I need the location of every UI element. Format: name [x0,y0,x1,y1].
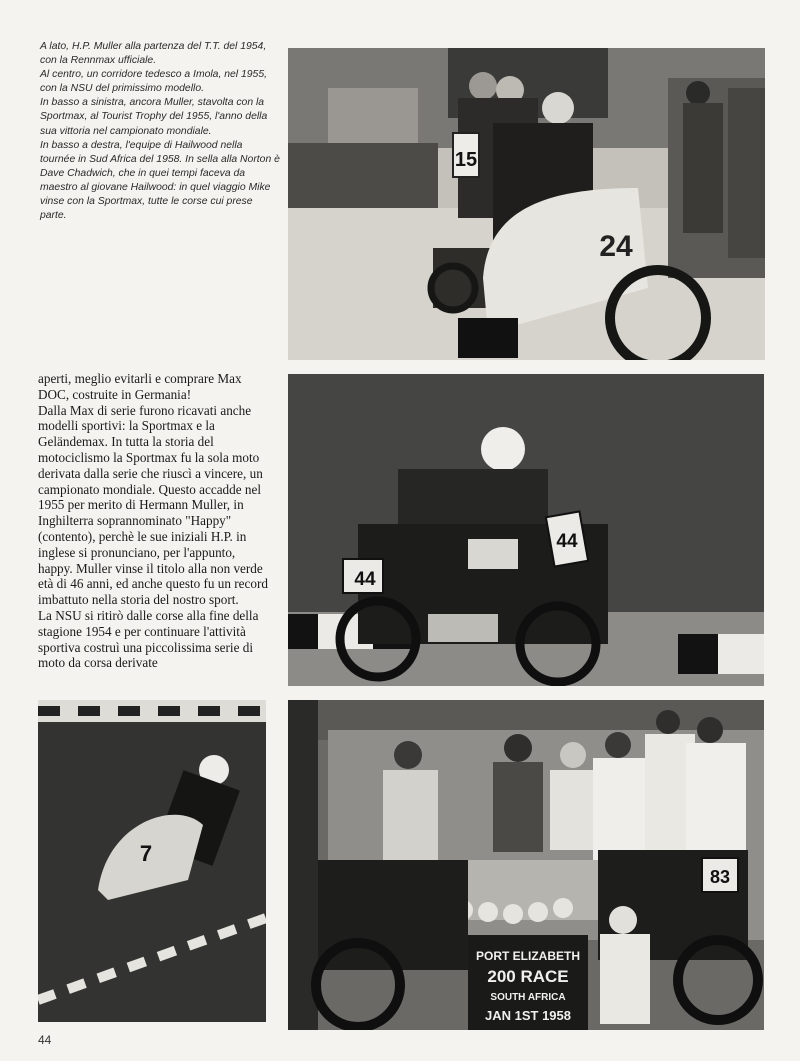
photo-imola-1955 [288,374,764,686]
article-paragraph: Dalla Max di serie furono ricavati anche modelli sportivi: la Sportmax e la Geländemax. In tutta la storia del motociclismo la Sportmax fu la sola moto derivata dalla serie che riuscì a vincere, un campionato mondiale. Questo accadde nel 1955 per merito di Hermann Muller, in Inghilterra soprannominato "Happy" (contento), perchè le sue iniziali H.P. in inglese si pronunciano, per l'appunto, happy. Muller vinse il titolo alla non verde età di 46 anni, ed anche questo fu un record imbattuto nella storia del nostro sport. [38,402,268,608]
race-number-44-side: 44 [354,569,376,590]
article-paragraph: La NSU si ritirò dalle corse alla fine della stagione 1954 e per continuare l'attività sportiva costruì una piccolissima serie di moto da corsa derivate [38,607,259,671]
race-number-44-front: 44 [556,531,578,552]
race-number-15: 15 [454,149,478,171]
photo-muller-sportmax-tt-1955 [38,700,266,1022]
sign-line-2: 200 RACE [487,967,569,986]
sign-line-4: JAN 1ST 1958 [485,1008,571,1023]
race-number-24: 24 [599,230,633,263]
race-number-7: 7 [139,841,153,866]
race-number-83: 83 [709,867,731,887]
caption-top-photo: A lato, H.P. Muller alla partenza del T.T. del 1954, con la Rennmax ufficiale. [40,41,267,67]
photo-muller-tt-1954 [288,48,765,360]
caption-middle-photo: Al centro, un corridore tedesco a Imola, nel 1955, con la NSU del primissimo modello. [40,69,267,95]
page-number: 44 [38,1033,52,1047]
caption-bottom-left-photo: In basso a sinistra, ancora Muller, stavolta con la Sportmax, al Tourist Trophy del 1955, l'anno della sua vittoria nel campionato mondiale. [40,97,268,137]
article-body [38,371,270,671]
article-paragraph: aperti, meglio evitarli e comprare Max DOC, costruite in Germania! [38,371,242,402]
photo-caption [40,40,280,223]
sign-line-1: PORT ELIZABETH [476,949,580,963]
caption-bottom-right-photo: In basso a destra, l'equipe di Hailwood nella tournée in Sud Africa del 1958. In sella alla Norton è Dave Chadwich, che in quei tempi faceva da maestro al giovane Hailwood: in quel viaggio Mike vinse con la Sportmax, tutte le corse cui prese parte. [40,139,280,222]
sign-line-3: SOUTH AFRICA [490,992,566,1003]
photo-hailwood-south-africa-1958 [288,700,764,1030]
